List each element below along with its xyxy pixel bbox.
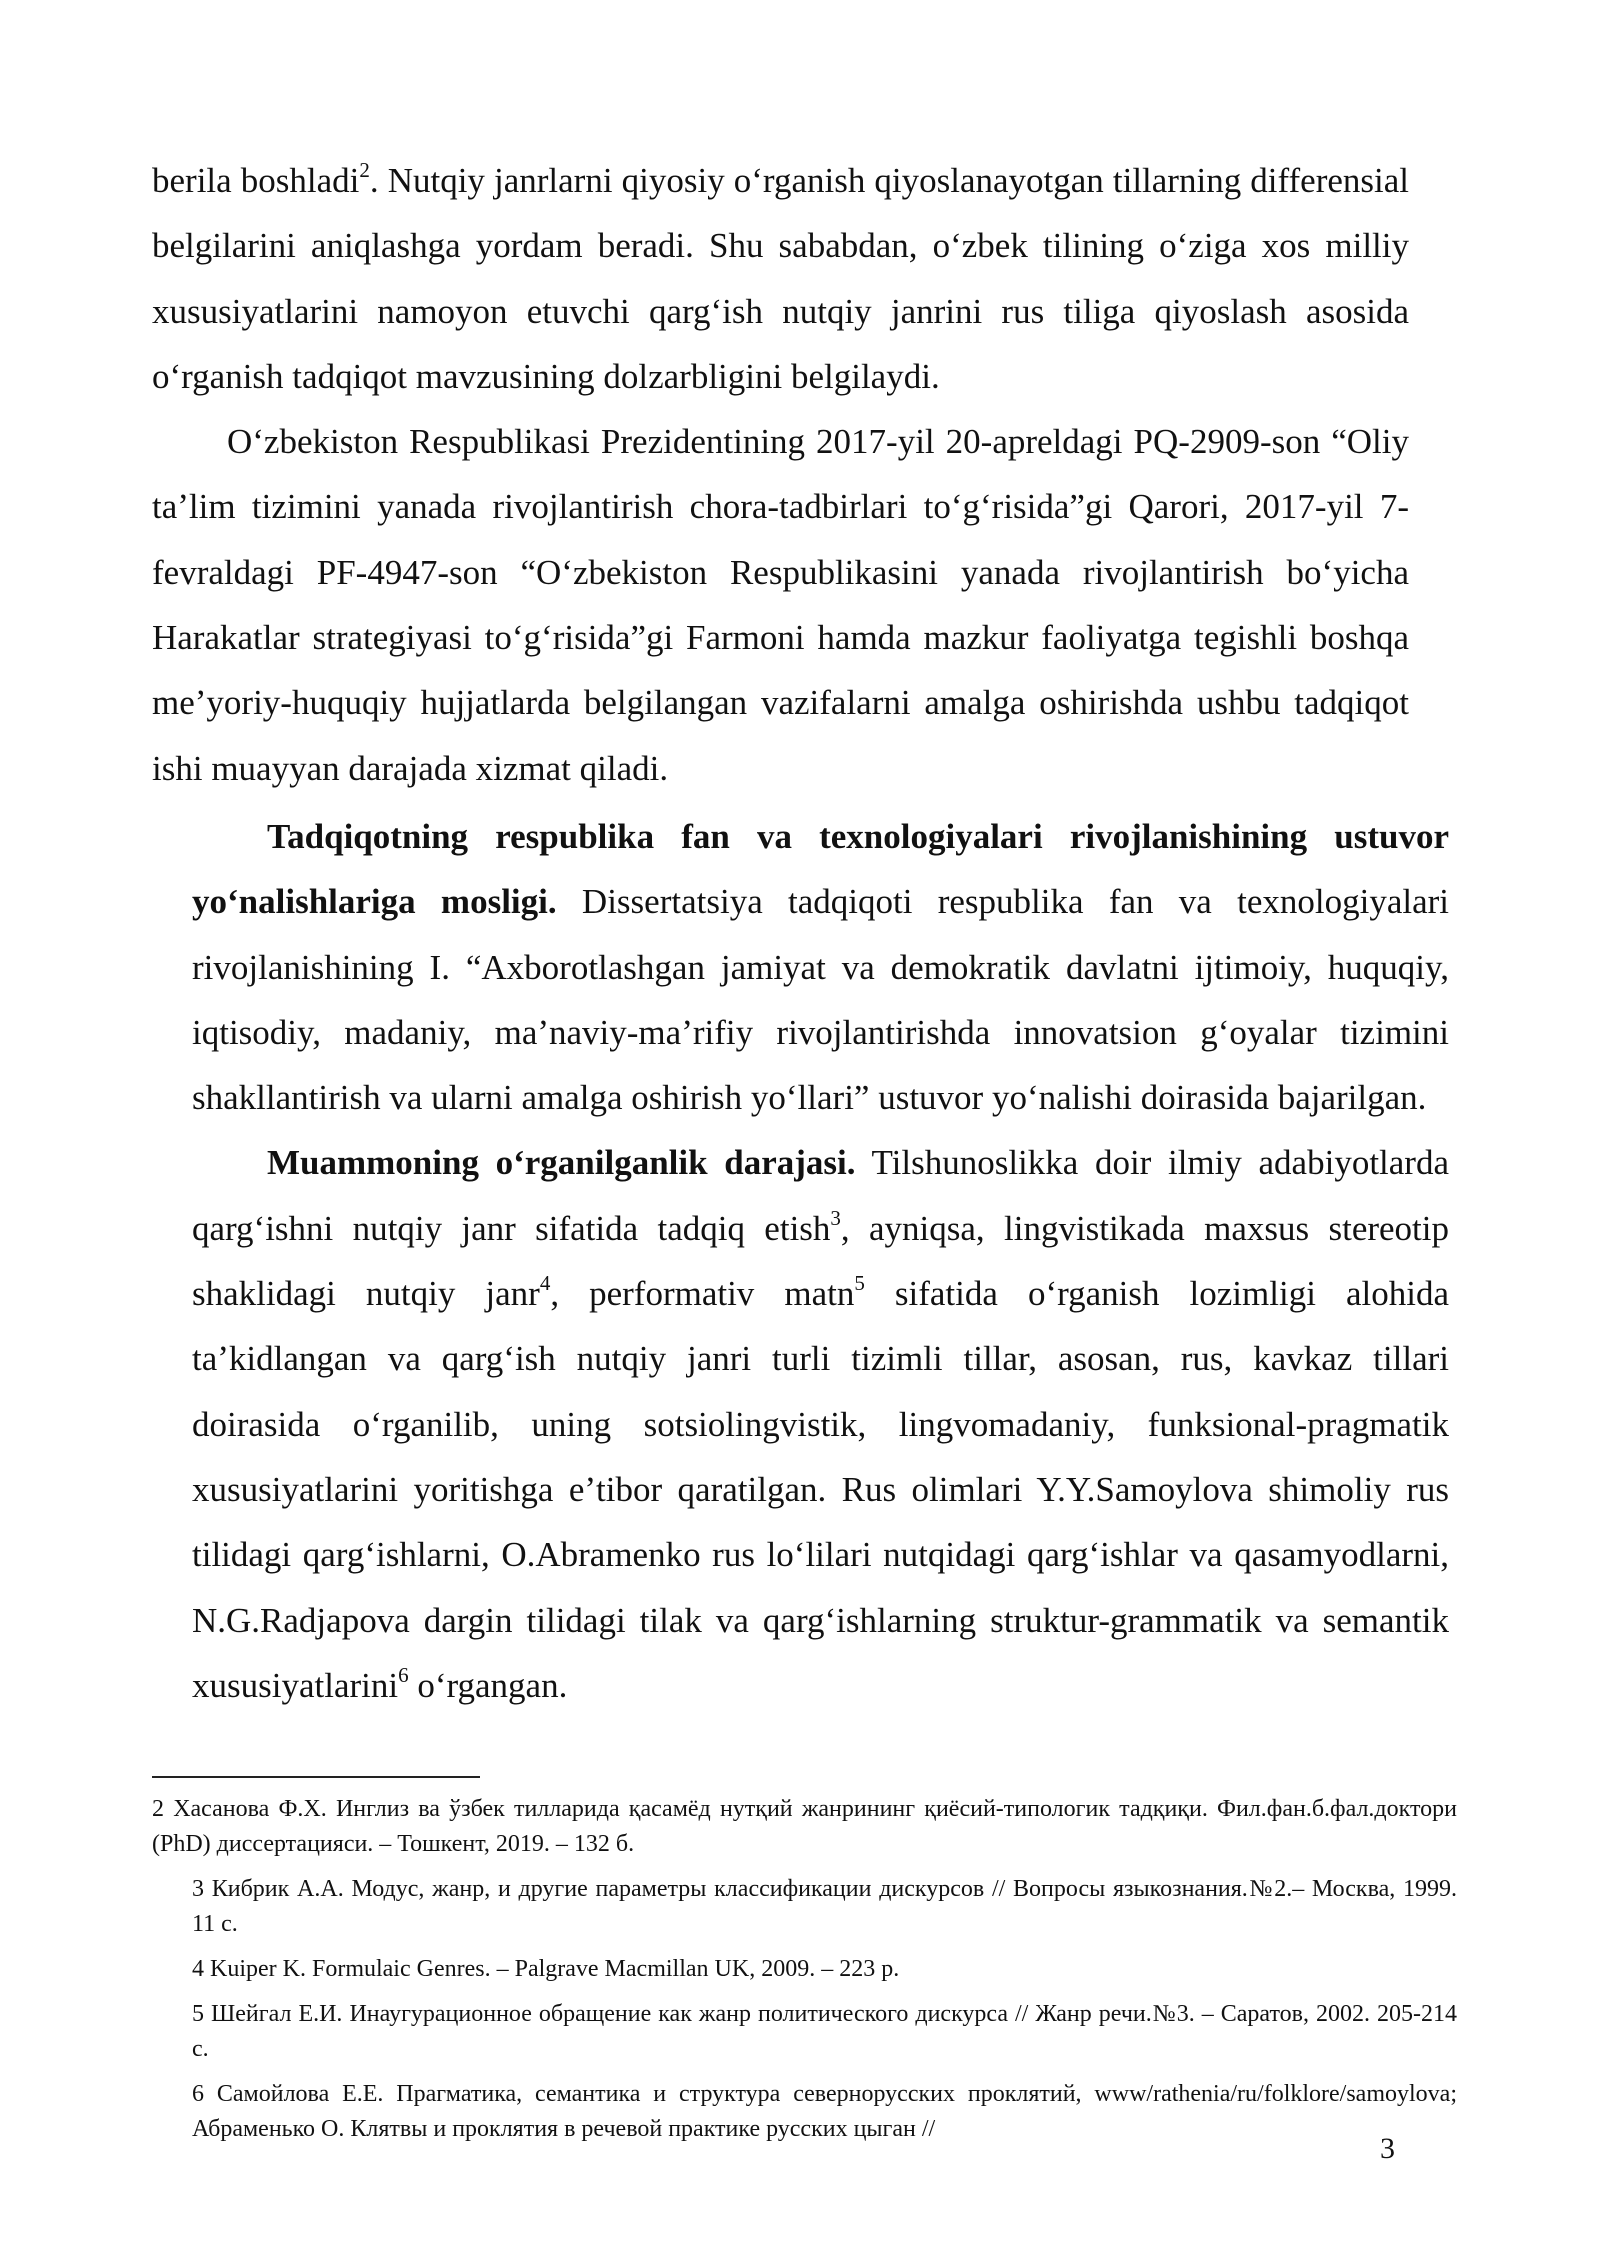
- section-heading: Tadqiqotning respublika fan va texnologiyalari rivojlanishining ustuvor yoʻnalishlariga mosligi.: [192, 817, 1449, 922]
- paragraph-text: sifatida oʻrganish lozimligi alohida taʼkidlangan va qargʻish nutqiy janri turli tizimli tillar, asosan, rus, kavkaz tillari doirasida oʻrganilib, uning sotsiolingvistik, lingvomadaniy, funksional-pragmatik xususiyatlarini yoritishga eʼtibor qaratilgan. Rus olimlari Y.Y.Samoylova shimoliy rus tilidagi qargʻishlarni, O.Abramenko rus loʻlilari nutqidagi qargʻishlar va qasamyodlarni, N.G.Radjapova dargin tilidagi tilak va qargʻishlarning struktur-grammatik va semantik xususiyatlarini: [192, 1274, 1449, 1705]
- paragraph: [152, 409, 1409, 801]
- footnote-separator: [152, 1776, 480, 1778]
- paragraph-text: oʻrgangan.: [408, 1665, 568, 1705]
- page-number: 3: [1380, 2132, 1395, 2165]
- footnote: 2 Хасанова Ф.Х. Инглиз ва ўзбек тилларида қасамёд нутқий жанрининг қиёсий-типологик тадқиқи. Фил.фан.б.фал.доктори (PhD) диссертацияси. – Тошкент, 2019. – 132 б.: [152, 1796, 1457, 1857]
- paragraph-text: Tilshunoslikka doir ilmiy adabiyotlarda qargʻishni nutqiy janr sifatida tadqiq etish: [192, 1143, 1449, 1248]
- footnote-ref: 4: [539, 1271, 551, 1296]
- paragraph-text: , performativ matn: [550, 1274, 855, 1314]
- paragraph-text: , ayniqsa, lingvistikada maxsus stereotip shaklidagi nutqiy janr: [192, 1208, 1449, 1314]
- paragraph-text: Oʻzbekiston Respublikasi Prezidentining 2017-yil 20-apreldagi PQ-2909-son “Oliy taʼlim tizimini yanada rivojlantirish chora-tadbirlari toʻgʻrisida”gi Qarori, 2017-yil 7-fevraldagi PF-4947-son “Oʻzbekiston Respublikasini yanada rivojlantirish boʻyicha Harakatlar strategiyasi toʻgʻrisida”gi Farmoni hamda mazkur faoliyatga tegishli boshqa meʼyoriy-huquqiy hujjatlarda belgilangan vazifalarni amalga oshirishda ushbu tadqiqot ishi muayyan darajada xizmat qiladi.: [152, 422, 1409, 788]
- footnote-ref: 5: [854, 1271, 865, 1296]
- paragraph-text: . Nutqiy janrlarni qiyosiy oʻrganish qiyoslanayotgan tillarning differensial belgilarini aniqlashga yordam beradi. Shu sababdan, oʻzbek tilining oʻziga xos milliy xususiyatlarini namoyon etuvchi qargʻish nutqiy janrini rus tiliga qiyoslash asosida oʻrganish tadqiqot mavzusining dolzarbligini belgilaydi.: [152, 161, 1409, 396]
- section-heading: Muammoning oʻrganilganlik darajasi.: [267, 1143, 856, 1183]
- footnote: 4 Kuiper K. Formulaic Genres. – Palgrave Macmillan UK, 2009. – 223 p.: [192, 1956, 900, 1982]
- paragraph-text: berila boshladi: [152, 161, 360, 200]
- footnote-ref: 6: [398, 1662, 409, 1687]
- paragraph-text: Dissertatsiya tadqiqoti respublika fan va texnologiyalari rivojlanishining I. “Axborotlashgan jamiyat va demokratik davlatni ijtimoiy, huquqiy, iqtisodiy, madaniy, maʼnaviy-maʼrifiy rivojlantirishda innovatsion gʻoyalar tizimini shakllantirish va ularni amalga oshirish yoʻllari” ustuvor yoʻnalishi doirasida bajarilgan.: [192, 882, 1450, 1118]
- body-block-top: [152, 148, 1409, 801]
- paragraph: [192, 804, 1449, 1130]
- body-block-bottom: [192, 804, 1449, 1718]
- footnotes: [152, 1792, 1457, 2157]
- footnote: 3 Кибрик А.А. Модус, жанр, и другие параметры классификации дискурсов // Вопросы языкознания.№2.– Москва, 1999. 11 с.: [192, 1876, 1457, 1937]
- footnote-ref: 3: [830, 1205, 841, 1230]
- footnote: 5 Шейгал Е.И. Инаугурационное обращение как жанр политического дискурса // Жанр речи.№3. – Саратов, 2002. 205-214 с.: [192, 2001, 1457, 2062]
- paragraph: [192, 1130, 1449, 1718]
- footnote-ref: 2: [359, 158, 370, 182]
- paragraph: [152, 148, 1409, 409]
- footnote: 6 Самойлова Е.Е. Прагматика, семантика и структура севернорусских проклятий, www/rathenia/ru/folklore/samoylova; Абраменько О. Клятвы и проклятия в речевой практике русских цыган //: [192, 2081, 1457, 2142]
